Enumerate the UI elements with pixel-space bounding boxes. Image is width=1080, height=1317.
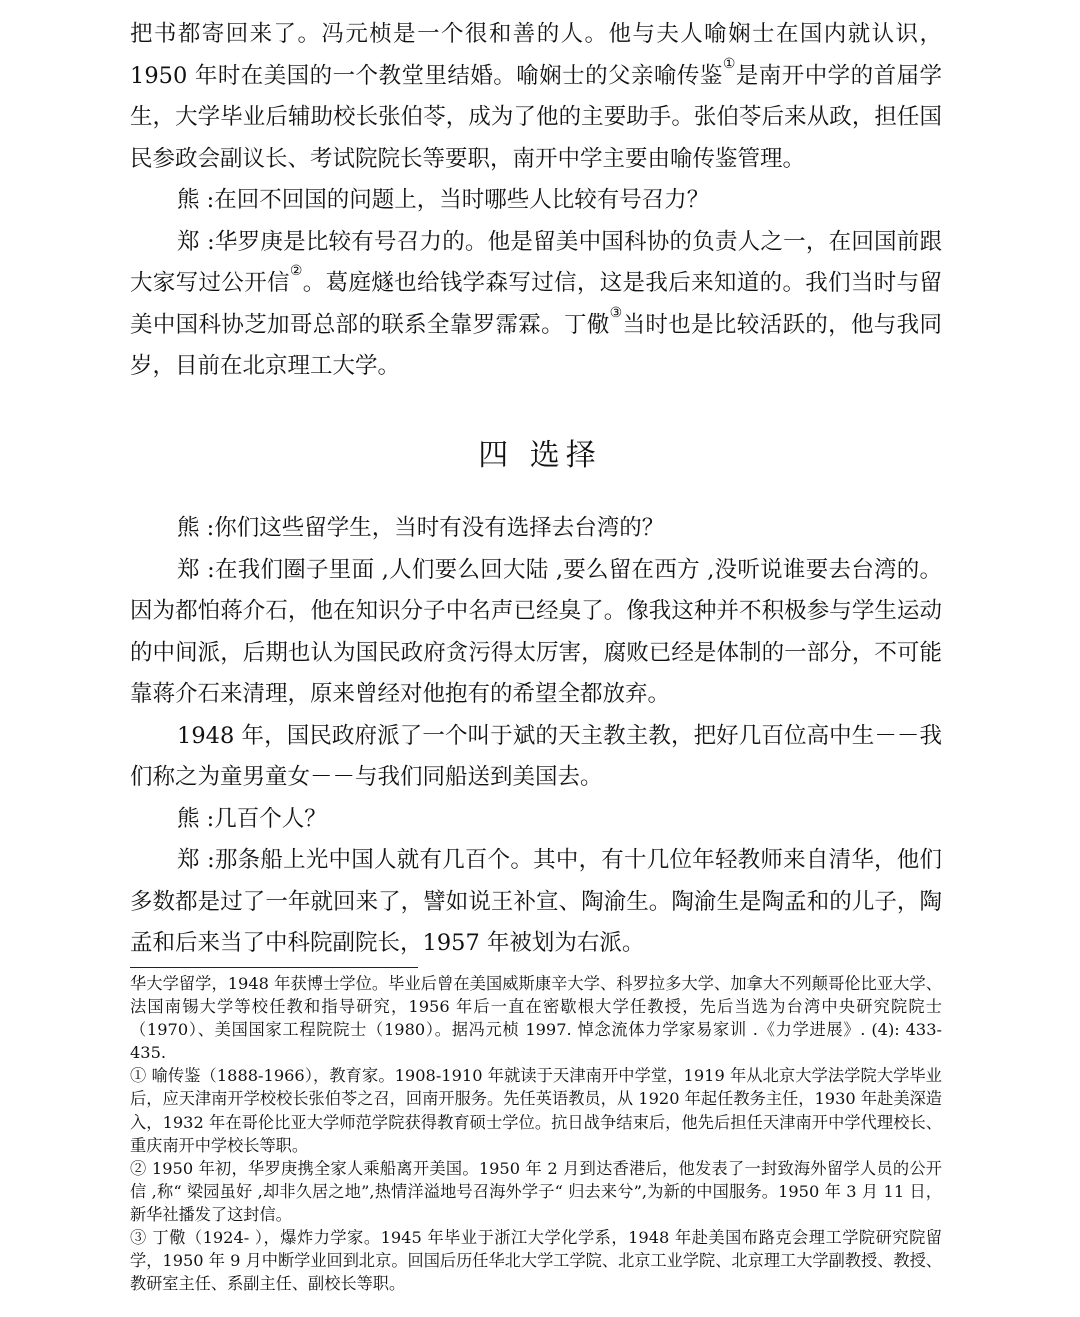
footnote: ③ 丁儆（1924- ），爆炸力学家。1945 年毕业于浙江大学化学系，1948 年赴美国布路克会理工学院研究院留学，1950 年 9 月中断学业回到北京。回国后历任华北大学工学院、北京工业学院、北京理工大学副教授、教授、教研室主任、系副主任、副校长等职。 [130,1228,942,1294]
footnotes [130,972,942,1295]
footnote: 华大学留学，1948 年获博士学位。毕业后曾在美国威斯康辛大学、科罗拉多大学、加拿大不列颠哥伦比亚大学、法国南锡大学等校任教和指导研究，1956 年后一直在密歇根大学任教授，先后当选为台湾中央研究院院士（1970）、美国国家工程院院士（1980）。据冯元桢 1997. 悼念流体力学家易家训 .《力学进展》. (4): 433-435. [130,974,942,1063]
paragraph: 郑 :那条船上光中国人就有几百个。其中，有十几位年轻教师来自清华，他们多数都是过了一年就回来了，譬如说王补宣、陶渝生。陶渝生是陶孟和的儿子，陶孟和后来当了中科院副院长，1957 年被划为右派。 [130,847,942,956]
paragraph: 郑 :华罗庚是比较有号召力的。他是留美中国科协的负责人之一，在回国前跟大家写过公开信②。葛庭燧也给钱学森写过信，这是我后来知道的。我们当时与留美中国科协芝加哥总部的联系全靠罗霈霖。丁儆③当时也是比较活跃的，他与我同岁，目前在北京理工大学。 [130,228,942,379]
section-heading: 四 选择 [478,438,602,473]
footnote-ref-3: ③ [609,304,623,321]
footnote: ② 1950 年初，华罗庚携全家人乘船离开美国。1950 年 2 月到达香港后，他发表了一封致海外留学人员的公开信 ,称“ 梁园虽好 ,却非久居之地”,热情洋溢地号召海外学子“ 归去来兮”,为新的中国服务。1950 年 3 月 11 日，新华社播发了这封信。 [130,1158,942,1224]
paragraph: 熊 :你们这些留学生，当时有没有选择去台湾的？ [177,515,665,541]
footnote-ref-2: ② [289,263,303,279]
paragraph: 把书都寄回来了。冯元桢是一个很和善的人。他与夫人喻娴士在国内就认识，1950 年时在美国的一个教堂里结婚。喻娴士的父亲喻传鉴①是南开中学的首届学生，大学毕业后辅助校长张伯苓，成为了他的主要助手。张伯苓后来从政，担任国民参政会副议长、考试院院长等要职，南开中学主要由喻传鉴管理。 [130,21,942,172]
paragraph: 熊 :几百个人？ [177,805,327,832]
paragraph: 熊 :在回不回国的问题上，当时哪些人比较有号召力？ [177,187,710,213]
footnote: ① 喻传鉴（1888-1966），教育家。1908-1910 年就读于天津南开中学堂，1919 年从北京大学法学院大学毕业后，应天津南开学校校长张伯苓之召，回南开服务。先任英语教员，从 1920 年起任教务主任，1930 年赴美深造入，1932 年在哥伦比亚大学师范学院获得教育硕士学位。抗日战争结束后，他先后担任天津南开中学代理校长、重庆南开中学校长等职。 [130,1066,942,1155]
footnote-divider [130,967,418,968]
section-choice [130,508,942,965]
paragraph: 1948 年，国民政府派了一个叫于斌的天主教主教，把好几百位高中生－－我们称之为童男童女－－与我们同船送到美国去。 [130,722,942,790]
section-interview-part [130,14,942,388]
footnote-ref-1: ① [722,55,736,72]
paragraph: 郑 :在我们圈子里面 ,人们要么回大陆 ,要么留在西方 ,没听说谁要去台湾的。因为都怕蒋介石，他在知识分子中名声已经臭了。像我这种并不积极参与学生运动的中间派，后期也认为国民政府贪污得太厉害，腐败已经是体制的一部分，不可能靠蒋介石来清理，原来曾经对他抱有的希望全都放弃。 [130,556,942,707]
